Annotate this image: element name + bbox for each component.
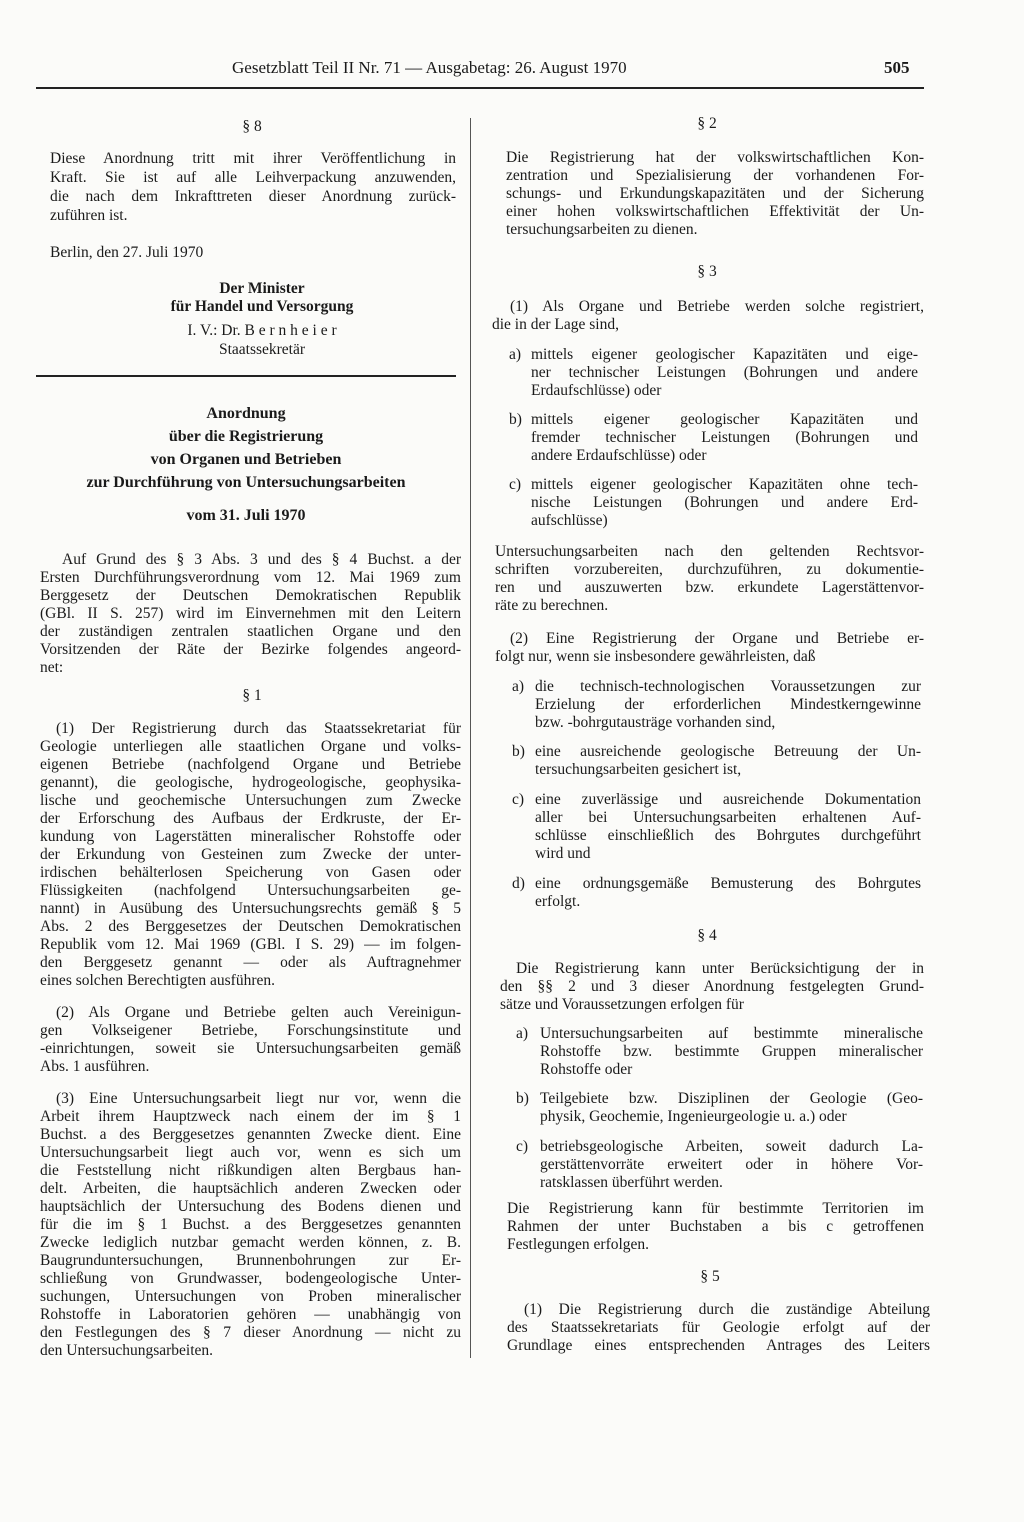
ordinance-title-line: Anordnung xyxy=(206,405,286,422)
text-line: nannt) in Ausübung des Untersuchungsrechts gemäß § 5 xyxy=(40,900,461,917)
page-number: 505 xyxy=(884,58,910,77)
column-divider xyxy=(470,118,471,1358)
text-line: Ersten Durchführungsverordnung vom 12. Mai 1969 zum xyxy=(40,569,461,586)
text-line: Teilgebiete bzw. Disziplinen der Geologie (Geo- xyxy=(540,1090,923,1107)
text-line: eigenen Betriebe (nachfolgend Organe und Betriebe xyxy=(40,756,461,773)
text-line: Untersuchungsarbeiten auf bestimmte mineralische xyxy=(540,1025,923,1042)
text-line: (GBl. II S. 257) wird im Einvernehmen mit den Leitern xyxy=(40,605,461,622)
text-line: wird und xyxy=(535,845,591,862)
text-line: Diese Anordnung tritt mit ihrer Veröffentlichung in xyxy=(50,150,456,167)
text-line: (2) Eine Registrierung der Organe und Betriebe er- xyxy=(510,630,924,647)
text-line: nische Leistungen (Bohrungen und andere Erd- xyxy=(531,494,918,511)
text-line: Arbeit ihrem Hauptzweck nach einem der im § 1 xyxy=(40,1108,461,1125)
text-line: Die Registrierung kann unter Berücksichtigung der in xyxy=(516,960,924,977)
text-line: andere Erdaufschlüsse) oder xyxy=(531,447,707,464)
sec4-heading: § 4 xyxy=(697,927,717,944)
text-line: (1) Der Registrierung durch das Staatssekretariat für xyxy=(56,720,461,737)
text-line: Republik vom 12. Mai 1969 (GBl. I S. 29) — im folgen- xyxy=(40,936,461,953)
signature-title-2: für Handel und Versorgung xyxy=(170,298,354,315)
text-line: folgt nur, wenn sie insbesondere gewährleisten, daß xyxy=(495,648,816,665)
text-line: Kraft. Sie ist auf alle Leihverpackung anzuwenden, xyxy=(50,169,456,186)
text-line: den Untersuchungsarbeiten. xyxy=(40,1342,214,1359)
text-line: die Feststellung nicht rißkundigen alten Bergbaus han- xyxy=(40,1162,461,1179)
text-line: einer hohen volkswirtschaftlichen Effektivität der Un- xyxy=(506,203,924,220)
text-line: schungs- und Erkundungskapazitäten und der Sicherung xyxy=(506,185,924,202)
text-line: schlüsse einschließlich des Bohrgutes durchgeführt xyxy=(535,827,921,844)
text-line: Die Registrierung kann für bestimmte Territorien im xyxy=(507,1200,924,1217)
text-line: mittels eigener geologischer Kapazitäten und eige- xyxy=(531,346,918,363)
ordinance-title-line: zur Durchführung von Untersuchungsarbeiten xyxy=(86,474,406,491)
text-line: Erdaufschlüsse) oder xyxy=(531,382,662,399)
text-line: Zwecke lediglich nutzbar gemacht werden können, z. B. xyxy=(40,1234,461,1251)
running-header-title: Gesetzblatt Teil II Nr. 71 — Ausgabetag: 26. August 1970 xyxy=(232,58,627,77)
text-line: der Erforschung des Aufbaus der Erdkruste, der Er- xyxy=(40,810,461,827)
text-line: delt. Arbeiten, die hauptsächlich anderen Zwecken oder xyxy=(40,1180,461,1197)
text-line: den §§ 2 und 3 dieser Anordnung festgelegten Grund- xyxy=(500,978,924,995)
section-rule xyxy=(36,375,456,377)
text-line: Flüssigkeiten (nachfolgend Untersuchungsarbeiten ge- xyxy=(40,882,461,899)
list-label: a) xyxy=(509,346,522,363)
text-line: erfolgt. xyxy=(535,893,581,910)
list-label: b) xyxy=(512,743,525,760)
text-line: fremder technischer Leistungen (Bohrungen und xyxy=(531,429,918,446)
text-line: kundung von Lagerstätten mineralischer Rohstoffe oder xyxy=(40,828,461,845)
text-line: eine ordnungsgemäße Bemusterung des Bohrgutes xyxy=(535,875,921,892)
text-line: Festlegungen erfolgen. xyxy=(507,1236,650,1253)
ordinance-title-line: über die Registrierung xyxy=(168,428,324,445)
text-line: Abs. 1 ausführen. xyxy=(40,1058,150,1075)
text-line: die technisch-technologischen Voraussetzungen zur xyxy=(535,678,921,695)
text-line: betriebsgeologische Arbeiten, soweit dadurch La- xyxy=(540,1138,923,1155)
text-line: eine zuverlässige und ausreichende Dokumentation xyxy=(535,791,921,808)
text-line: gerstättenvorräte erweitert oder in höhere Vor- xyxy=(540,1156,923,1173)
text-line: Vorsitzenden der Räte der Bezirke folgendes angeord- xyxy=(40,641,461,658)
text-line: zentration und Spezialisierung der vorhandenen For- xyxy=(506,167,924,184)
text-line: Rohstoffe bzw. bestimmte Gruppen mineralischer xyxy=(540,1043,923,1060)
text-line: Auf Grund des § 3 Abs. 3 und des § 4 Buchst. a der xyxy=(62,551,461,568)
text-line: für die im § 1 Buchst. a des Berggesetzes genannten xyxy=(40,1216,461,1233)
text-line: suchungen, Untersuchungen von Proben mineralischer xyxy=(40,1288,461,1305)
text-line: irdischen behälterlosen Speicherung von Gasen oder xyxy=(40,864,461,881)
sec8-heading: § 8 xyxy=(242,118,262,135)
signature-name: I. V.: Dr. B e r n h e i e r xyxy=(187,322,337,339)
text-line: räte zu berechnen. xyxy=(495,597,609,614)
list-label: c) xyxy=(512,791,525,808)
text-line: (1) Als Organe und Betriebe werden solche registriert, xyxy=(510,298,924,315)
text-line: Rohstoffe in Laboratorien gehören — unabhängig von xyxy=(40,1306,461,1323)
text-line: (2) Als Organe und Betriebe gelten auch Vereinigun- xyxy=(56,1004,461,1021)
text-line: Erzielung der erforderlichen Mindestkerngewinne xyxy=(535,696,921,713)
text-line: eines solchen Berechtigten ausführen. xyxy=(40,972,275,989)
text-line: lische und geochemische Untersuchungen zum Zwecke xyxy=(40,792,461,809)
text-line: physik, Geochemie, Ingenieurgeologie u. a.) oder xyxy=(540,1108,847,1125)
ordinance-date: vom 31. Juli 1970 xyxy=(186,507,306,524)
text-line: die nach dem Inkrafttreten dieser Anordnung zurück- xyxy=(50,188,456,205)
text-line: -einrichtungen, soweit sie Untersuchungsarbeiten gemäß xyxy=(40,1040,461,1057)
text-line: ren und auszuwerten bzw. erkundete Lagerstättenvor- xyxy=(495,579,924,596)
place-date: Berlin, den 27. Juli 1970 xyxy=(50,244,204,261)
text-line: mittels eigener geologischer Kapazitäten und xyxy=(531,411,918,428)
text-line: aufschlüsse) xyxy=(531,512,608,529)
text-line: sätze und Voraussetzungen erfolgen für xyxy=(500,996,744,1013)
text-line: hauptsächlich der Untersuchung des Bodens dienen und xyxy=(40,1198,461,1215)
sec1-heading: § 1 xyxy=(242,687,262,704)
text-line: mittels eigener geologischer Kapazitäten ohne tech- xyxy=(531,476,918,493)
text-line: genannt), die geologische, hydrogeologische, geophysika- xyxy=(40,774,461,791)
text-line: net: xyxy=(40,659,64,676)
list-label: d) xyxy=(512,875,525,892)
text-line: Grundlage eines entsprechenden Antrages des Leiters xyxy=(507,1337,930,1354)
ordinance-title-line: von Organen und Betrieben xyxy=(150,451,342,468)
text-line: gen Volkseigener Betriebe, Forschungsinstitute und xyxy=(40,1022,461,1039)
sec3-heading: § 3 xyxy=(697,263,717,280)
text-line: der zuständigen zentralen staatlichen Organe und den xyxy=(40,623,461,640)
text-line: Geologie unterliegen alle staatlichen Organe und volks- xyxy=(40,738,461,755)
list-label: b) xyxy=(516,1090,529,1107)
signature-role: Staatssekretär xyxy=(218,341,306,358)
text-line: aller bei Untersuchungsarbeiten erhaltenen Auf- xyxy=(535,809,921,826)
text-line: tersuchungsarbeiten zu dienen. xyxy=(506,221,698,238)
text-line: zuführen ist. xyxy=(50,207,128,224)
signature-title-1: Der Minister xyxy=(219,280,305,297)
text-line: die in der Lage sind, xyxy=(492,316,619,333)
list-label: b) xyxy=(509,411,522,428)
text-line: Berggesetz der Deutschen Demokratischen Republik xyxy=(40,587,461,604)
text-line: den Festlegungen des § 7 dieser Anordnung — nicht zu xyxy=(40,1324,461,1341)
text-line: schriften vorzubereiten, durchzuführen, zu dokumentie- xyxy=(495,561,924,578)
sec2-heading: § 2 xyxy=(697,115,717,132)
text-line: tersuchungsarbeiten gesichert ist, xyxy=(535,761,742,778)
text-line: (1) Die Registrierung durch die zuständige Abteilung xyxy=(524,1301,930,1318)
text-line: den Berggesetz genannt — oder als Auftragnehmer xyxy=(40,954,461,971)
list-label: a) xyxy=(516,1025,529,1042)
text-line: Baugrunduntersuchungen, Brunnenbohrungen zur Er- xyxy=(40,1252,461,1269)
text-line: Rahmen der unter Buchstaben a bis c getroffenen xyxy=(507,1218,924,1235)
list-label: c) xyxy=(509,476,522,493)
text-line: der Erkundung von Gesteinen zum Zwecke der unter- xyxy=(40,846,461,863)
sec5-heading: § 5 xyxy=(700,1268,720,1285)
text-line: (3) Eine Untersuchungsarbeit liegt nur vor, wenn die xyxy=(56,1090,461,1107)
text-line: Abs. 2 des Berggesetzes der Deutschen Demokratischen xyxy=(40,918,461,935)
text-line: Buchst. a des Berggesetzes genannten Zwecke dient. Eine xyxy=(40,1126,461,1143)
text-line: ratsklassen überführt werden. xyxy=(540,1174,723,1191)
text-line: ner technischer Leistungen (Bohrungen und andere xyxy=(531,364,918,381)
list-label: a) xyxy=(512,678,525,695)
list-label: c) xyxy=(516,1138,529,1155)
header-rule xyxy=(36,87,924,89)
text-line: des Staatssekretariats für Geologie erfolgt auf der xyxy=(507,1319,930,1336)
text-line: Rohstoffe oder xyxy=(540,1061,633,1078)
text-line: schließung von Grundwasser, bodengeologische Unter- xyxy=(40,1270,461,1287)
text-line: Die Registrierung hat der volkswirtschaftlichen Kon- xyxy=(506,149,924,166)
text-line: bzw. -bohrgutausträge vorhanden sind, xyxy=(535,714,776,731)
text-line: Untersuchungsarbeit liegt auch vor, wenn es sich um xyxy=(40,1144,461,1161)
text-line: Untersuchungsarbeiten nach den geltenden Rechtsvor- xyxy=(495,543,924,560)
text-line: eine ausreichende geologische Betreuung der Un- xyxy=(535,743,921,760)
